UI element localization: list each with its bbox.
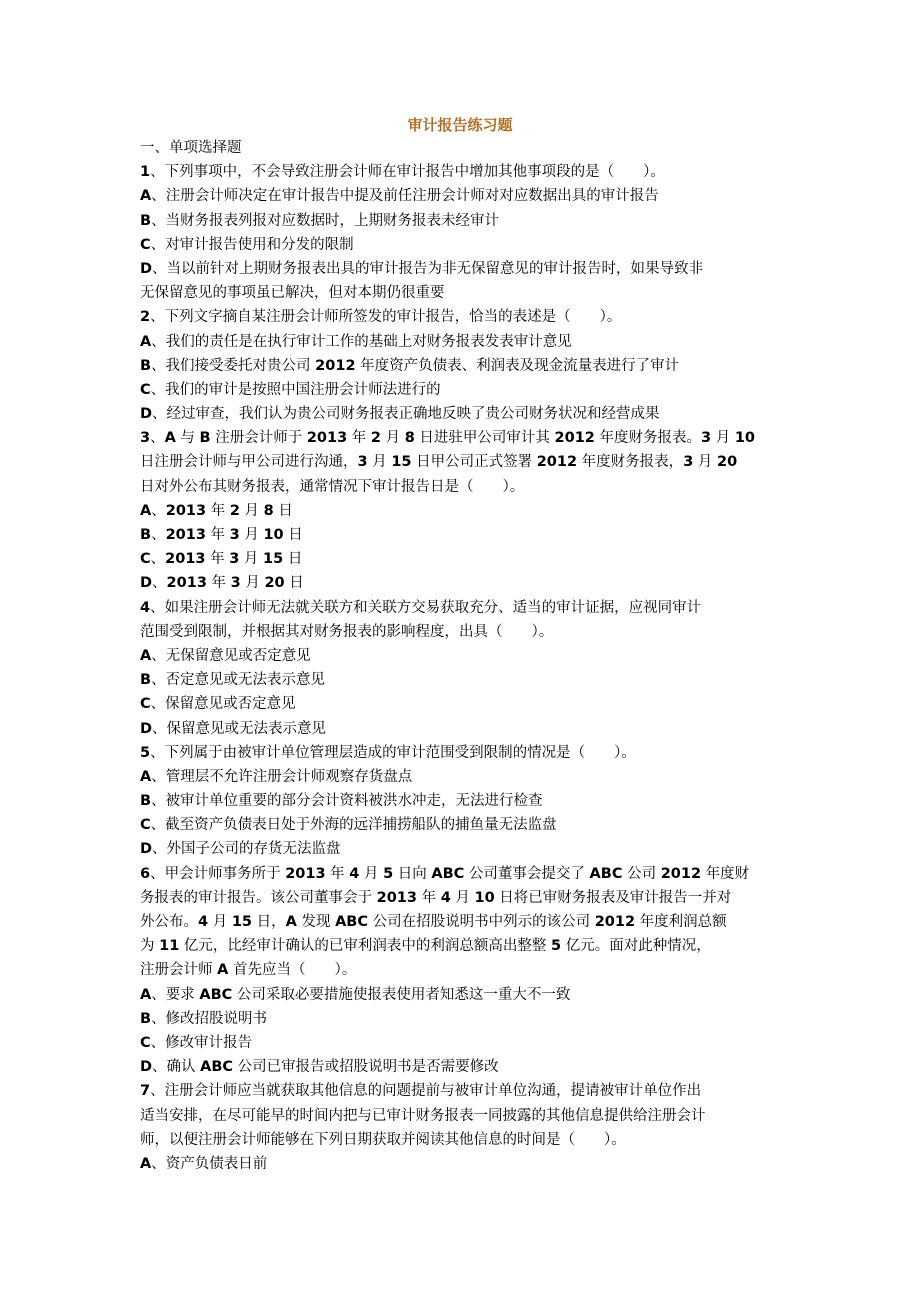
question-block	[140, 305, 782, 426]
question-stem-line: 为 11 亿元，比经审计确认的已审利润表中的利润总额高出整整 5 亿元。面对此种情况，	[140, 938, 711, 955]
answer-option: B、修改招股说明书	[140, 1010, 268, 1027]
answer-option: 无保留意见的事项虽已解决，但对本期仍很重要	[140, 285, 445, 302]
answer-option: D、经过审查，我们认为贵公司财务报表正确地反映了贵公司财务状况和经营成果	[140, 406, 660, 423]
answer-option: D、保留意见或无法表示意见	[140, 720, 327, 737]
question-stem-line: 适当安排，在尽可能早的时间内把与已审计财务报表一同披露的其他信息提供给注册会计	[140, 1107, 706, 1124]
question-stem-line: 1、下列事项中，不会导致注册会计师在审计报告中增加其他事项段的是（ ）。	[140, 164, 665, 181]
document-body	[140, 136, 782, 1176]
answer-option: B、我们接受委托对贵公司 2012 年度资产负债表、利润表及现金流量表进行了审计	[140, 357, 680, 374]
answer-option: C、2013 年 3 月 15 日	[140, 551, 303, 568]
answer-option: A、2013 年 2 月 8 日	[140, 502, 293, 519]
question-block	[140, 160, 782, 305]
answer-option: D、外国子公司的存货无法监盘	[140, 841, 341, 858]
answer-option: C、我们的审计是按照中国注册会计师法进行的	[140, 381, 441, 398]
answer-option: D、确认 ABC 公司已审报告或招股说明书是否需要修改	[140, 1059, 499, 1076]
question-stem-line: 5、下列属于由被审计单位管理层造成的审计范围受到限制的情况是（ ）。	[140, 744, 636, 761]
question-block	[140, 741, 782, 862]
question-block	[140, 1079, 782, 1176]
answer-option: A、管理层不允许注册会计师观察存货盘点	[140, 768, 413, 785]
answer-option: C、保留意见或否定意见	[140, 696, 296, 713]
question-stem-line: 外公布。4 月 15 日，A 发现 ABC 公司在招股说明书中列示的该公司 2012 年度利润总额	[140, 914, 727, 930]
answer-option: A、注册会计师决定在审计报告中提及前任注册会计师对对应数据出具的审计报告	[140, 188, 659, 205]
answer-option: A、要求 ABC 公司采取必要措施使报表使用者知悉这一重大不一致	[140, 986, 571, 1003]
answer-option: B、否定意见或无法表示意见	[140, 672, 326, 689]
question-block	[140, 862, 782, 1080]
question-stem-line: 师，以便注册会计师能够在下列日期获取并阅读其他信息的时间是（ ）。	[140, 1131, 626, 1148]
answer-option: D、当以前针对上期财务报表出具的审计报告为非无保留意见的审计报告时，如果导致非	[140, 260, 704, 277]
question-stem-line: 注册会计师 A 首先应当（ ）。	[140, 962, 357, 979]
question-stem-line: 6、甲会计师事务所于 2013 年 4 月 5 日向 ABC 公司董事会提交了 ABC 公司 2012 年度财	[140, 865, 750, 882]
answer-option: B、被审计单位重要的部分会计资料被洪水冲走，无法进行检查	[140, 793, 543, 810]
answer-option: B、2013 年 3 月 10 日	[140, 527, 303, 543]
page-title: 审计报告练习题	[407, 116, 513, 134]
answer-option: D、2013 年 3 月 20 日	[140, 575, 304, 592]
question-stem-line: 4、如果注册会计师无法就关联方和关联方交易获取充分、适当的审计证据，应视同审计	[140, 599, 702, 616]
question-stem-line: 2、下列文字摘自某注册会计师所签发的审计报告，恰当的表述是（ ）。	[140, 309, 622, 326]
answer-option: C、截至资产负债表日处于外海的远洋捕捞船队的捕鱼量无法监盘	[140, 817, 557, 834]
question-stem-line: 务报表的审计报告。该公司董事会于 2013 年 4 月 10 日将已审财务报表及审计报告一并对	[140, 889, 732, 906]
question-stem-line: 3、A 与 B 注册会计师于 2013 年 2 月 8 日进驻甲公司审计其 2012 年度财务报表。3 月 10	[140, 430, 755, 447]
question-stem-line: 日注册会计师与甲公司进行沟通，3 月 15 日甲公司正式签署 2012 年度财务报表，3 月 20	[140, 454, 738, 471]
answer-option: A、我们的责任是在执行审计工作的基础上对财务报表发表审计意见	[140, 333, 572, 350]
answer-option: A、无保留意见或否定意见	[140, 647, 311, 664]
question-block	[140, 426, 782, 595]
question-stem-line: 日对外公布其财务报表，通常情况下审计报告日是（ ）。	[140, 478, 525, 495]
answer-option: C、对审计报告使用和分发的限制	[140, 236, 354, 253]
question-stem-line: 范围受到限制，并根据其对财务报表的影响程度，出具（ ）。	[140, 623, 554, 640]
section-heading: 一、单项选择题	[140, 140, 242, 156]
answer-option: B、当财务报表列报对应数据时，上期财务报表未经审计	[140, 212, 500, 229]
answer-option: C、修改审计报告	[140, 1034, 253, 1051]
question-stem-line: 7、注册会计师应当就获取其他信息的问题提前与被审计单位沟通，提请被审计单位作出	[140, 1083, 702, 1100]
question-block	[140, 596, 782, 741]
answer-option: A、资产负债表日前	[140, 1155, 268, 1172]
